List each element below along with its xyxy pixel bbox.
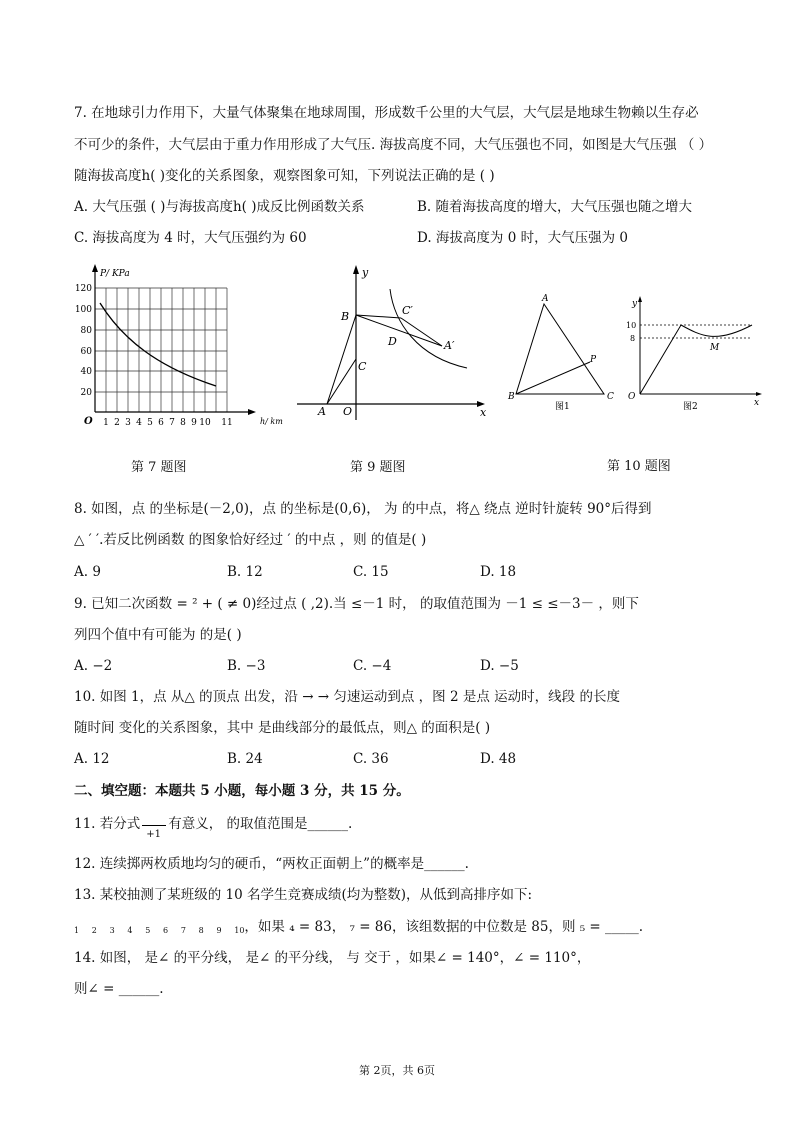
fig9-label-y: y (362, 266, 369, 279)
figure-9-graph (292, 262, 492, 422)
q9-option-d: D. −5 (480, 658, 519, 674)
fig7-xtick: 3 (125, 418, 131, 428)
fig10-label-o: O (628, 392, 636, 402)
q11-line (74, 815, 353, 840)
fig7-xtick: 5 (147, 418, 153, 428)
fig7-xtick: 1 (103, 418, 109, 428)
q13-line2 (74, 918, 643, 938)
q10-line1: 10. 如图 1，点 从△ 的顶点 出发，沿 → → 匀速运动到点 ，图 2 是点 运动时，线段 的长度 (74, 689, 620, 705)
fig10-fig2-label: 图2 (683, 402, 698, 412)
fig10-label-c: C (607, 392, 614, 402)
q8-option-c: C. 15 (353, 564, 389, 580)
q9-line2: 列四个值中有可能为 的是( ) (74, 627, 242, 643)
q9-option-a: A. −2 (74, 658, 113, 674)
fig7-ytick: 80 (80, 326, 92, 336)
q10-option-d: D. 48 (480, 751, 517, 767)
page-footer: 第 2页，共 6页 (359, 1064, 435, 1077)
fig9-label-b: B (341, 310, 350, 323)
fig7-xtick: 6 (158, 418, 164, 428)
fig10-label-y: y (632, 299, 638, 309)
figure-7-graph (74, 262, 283, 432)
q11-fraction-denominator: +1 (146, 828, 162, 840)
section-2-heading: 二、填空题：本题共 5 小题，每小题 3 分，共 15 分。 (74, 783, 410, 799)
q10-option-c: C. 36 (353, 751, 389, 767)
q13-line1: 13. 某校抽测了某班级的 10 名学生竞赛成绩(均为整数)，从低到高排序如下: (74, 887, 533, 903)
fig9-label-a-prime: A′ (444, 339, 455, 352)
fig7-x-label: h/ km (260, 417, 283, 426)
fig7-xtick: 10 (199, 418, 211, 428)
fig7-ytick: 60 (80, 347, 92, 357)
fig7-ytick: 20 (80, 388, 92, 398)
q12-line: 12. 连续掷两枚质地均匀的硬币，“两枚正面朝上”的概率是______. (74, 856, 469, 872)
q9-option-c: C. −4 (353, 658, 392, 674)
fig7-xtick: 9 (191, 418, 197, 428)
fig7-xtick: 11 (221, 418, 233, 428)
fig7-ytick: 40 (80, 367, 92, 377)
fig9-label-o: O (343, 405, 353, 418)
fig10-tick-10: 10 (626, 321, 637, 330)
fig10-label-a: A (542, 294, 549, 304)
q14-line2: 则∠ = ______. (74, 981, 164, 997)
q8-option-d: D. 18 (480, 564, 517, 580)
q11-fraction (140, 816, 168, 840)
q9-option-b: B. −3 (227, 658, 266, 674)
q7-line3: 随海拔高度h( )变化的关系图象，观察图象可知，下列说法正确的是 ( ) (74, 168, 495, 184)
fig9-label-c: C (358, 360, 367, 373)
q9-line1: 9. 已知二次函数 = ² + ( ≠ 0)经过点 ( ,2).当 ≤－1 时， 的取值范围为 －1 ≤ ≤－3－ ，则下 (74, 596, 639, 612)
fig7-xtick: 7 (169, 418, 175, 428)
fig7-caption: 第 7 题图 (131, 460, 187, 475)
fig10-label-m: M (710, 343, 720, 353)
q7-line1: 7. 在地球引力作用下，大量气体聚集在地球周围，形成数千公里的大气层，大气层是地球生物赖以生存必 (74, 105, 699, 121)
q11-prefix: 11. 若分式 (74, 816, 141, 832)
fig7-y-label: P/ KPa (100, 269, 130, 279)
q7-line2: 不可少的条件，大气层由于重力作用形成了大气压. 海拔高度不同，大气压强也不同，如图是大气压强 （ ） (74, 137, 713, 153)
fig9-label-d: D (388, 335, 397, 348)
fig9-label-c-prime: C′ (402, 304, 413, 317)
q8-option-a: A. 9 (74, 564, 101, 580)
fig10-fig1-label: 图1 (555, 402, 570, 412)
fig7-ytick: 100 (74, 305, 92, 315)
q7-option-b: B. 随着海拔高度的增大，大气压强也随之增大 (417, 199, 693, 215)
fig10-tick-8: 8 (630, 334, 636, 343)
fig7-xtick: 4 (136, 418, 142, 428)
q7-option-a: A. 大气压强 ( )与海拔高度h( )成反比例函数关系 (74, 199, 365, 215)
q10-option-a: A. 12 (74, 751, 110, 767)
q13-condition: ，如果 ₄ = 83， ₇ = 86，该组数据的中位数是 85，则 ₅ = _____. (244, 919, 644, 935)
figure-10-graphs (506, 290, 766, 415)
fig7-origin: O (84, 416, 93, 427)
q10-line2: 随时间 变化的关系图象，其中 是曲线部分的最低点，则△ 的面积是( ) (74, 720, 491, 736)
fig10-caption: 第 10 题图 (607, 459, 671, 474)
q14-line1: 14. 如图， 是∠ 的平分线， 是∠ 的平分线， 与 交于 ，如果∠ = 140°，∠ = 110°， (74, 950, 591, 966)
fig10-label-b: B (508, 392, 515, 402)
q8-option-b: B. 12 (227, 564, 263, 580)
q7-option-d: D. 海拔高度为 0 时，大气压强为 0 (417, 230, 628, 246)
fig10-label-p: P (590, 355, 597, 365)
q8-line1: 8. 如图，点 的坐标是(－2,0)，点 的坐标是(0,6)， 为 的中点，将△ 绕点 逆时针旋转 90°后得到 (74, 501, 652, 517)
fig9-label-x: x (480, 406, 487, 419)
fig7-xtick: 8 (180, 418, 186, 428)
fig7-ytick: 120 (74, 284, 92, 294)
fig9-label-a: A (318, 405, 326, 418)
fig9-caption: 第 9 题图 (350, 460, 406, 475)
q8-line2: △ ′ ′.若反比例函数 的图象恰好经过 ′ 的中点 ，则 的值是( ) (74, 532, 427, 548)
q10-option-b: B. 24 (227, 751, 263, 767)
q7-option-c: C. 海拔高度为 4 时，大气压强约为 60 (74, 230, 307, 246)
fig10-label-x: x (754, 398, 760, 408)
q11-suffix: 有意义， 的取值范围是______. (168, 816, 353, 832)
fig7-xtick: 2 (114, 418, 120, 428)
q13-subscripts: 1 2 3 4 5 6 7 8 9 10 (74, 926, 245, 935)
